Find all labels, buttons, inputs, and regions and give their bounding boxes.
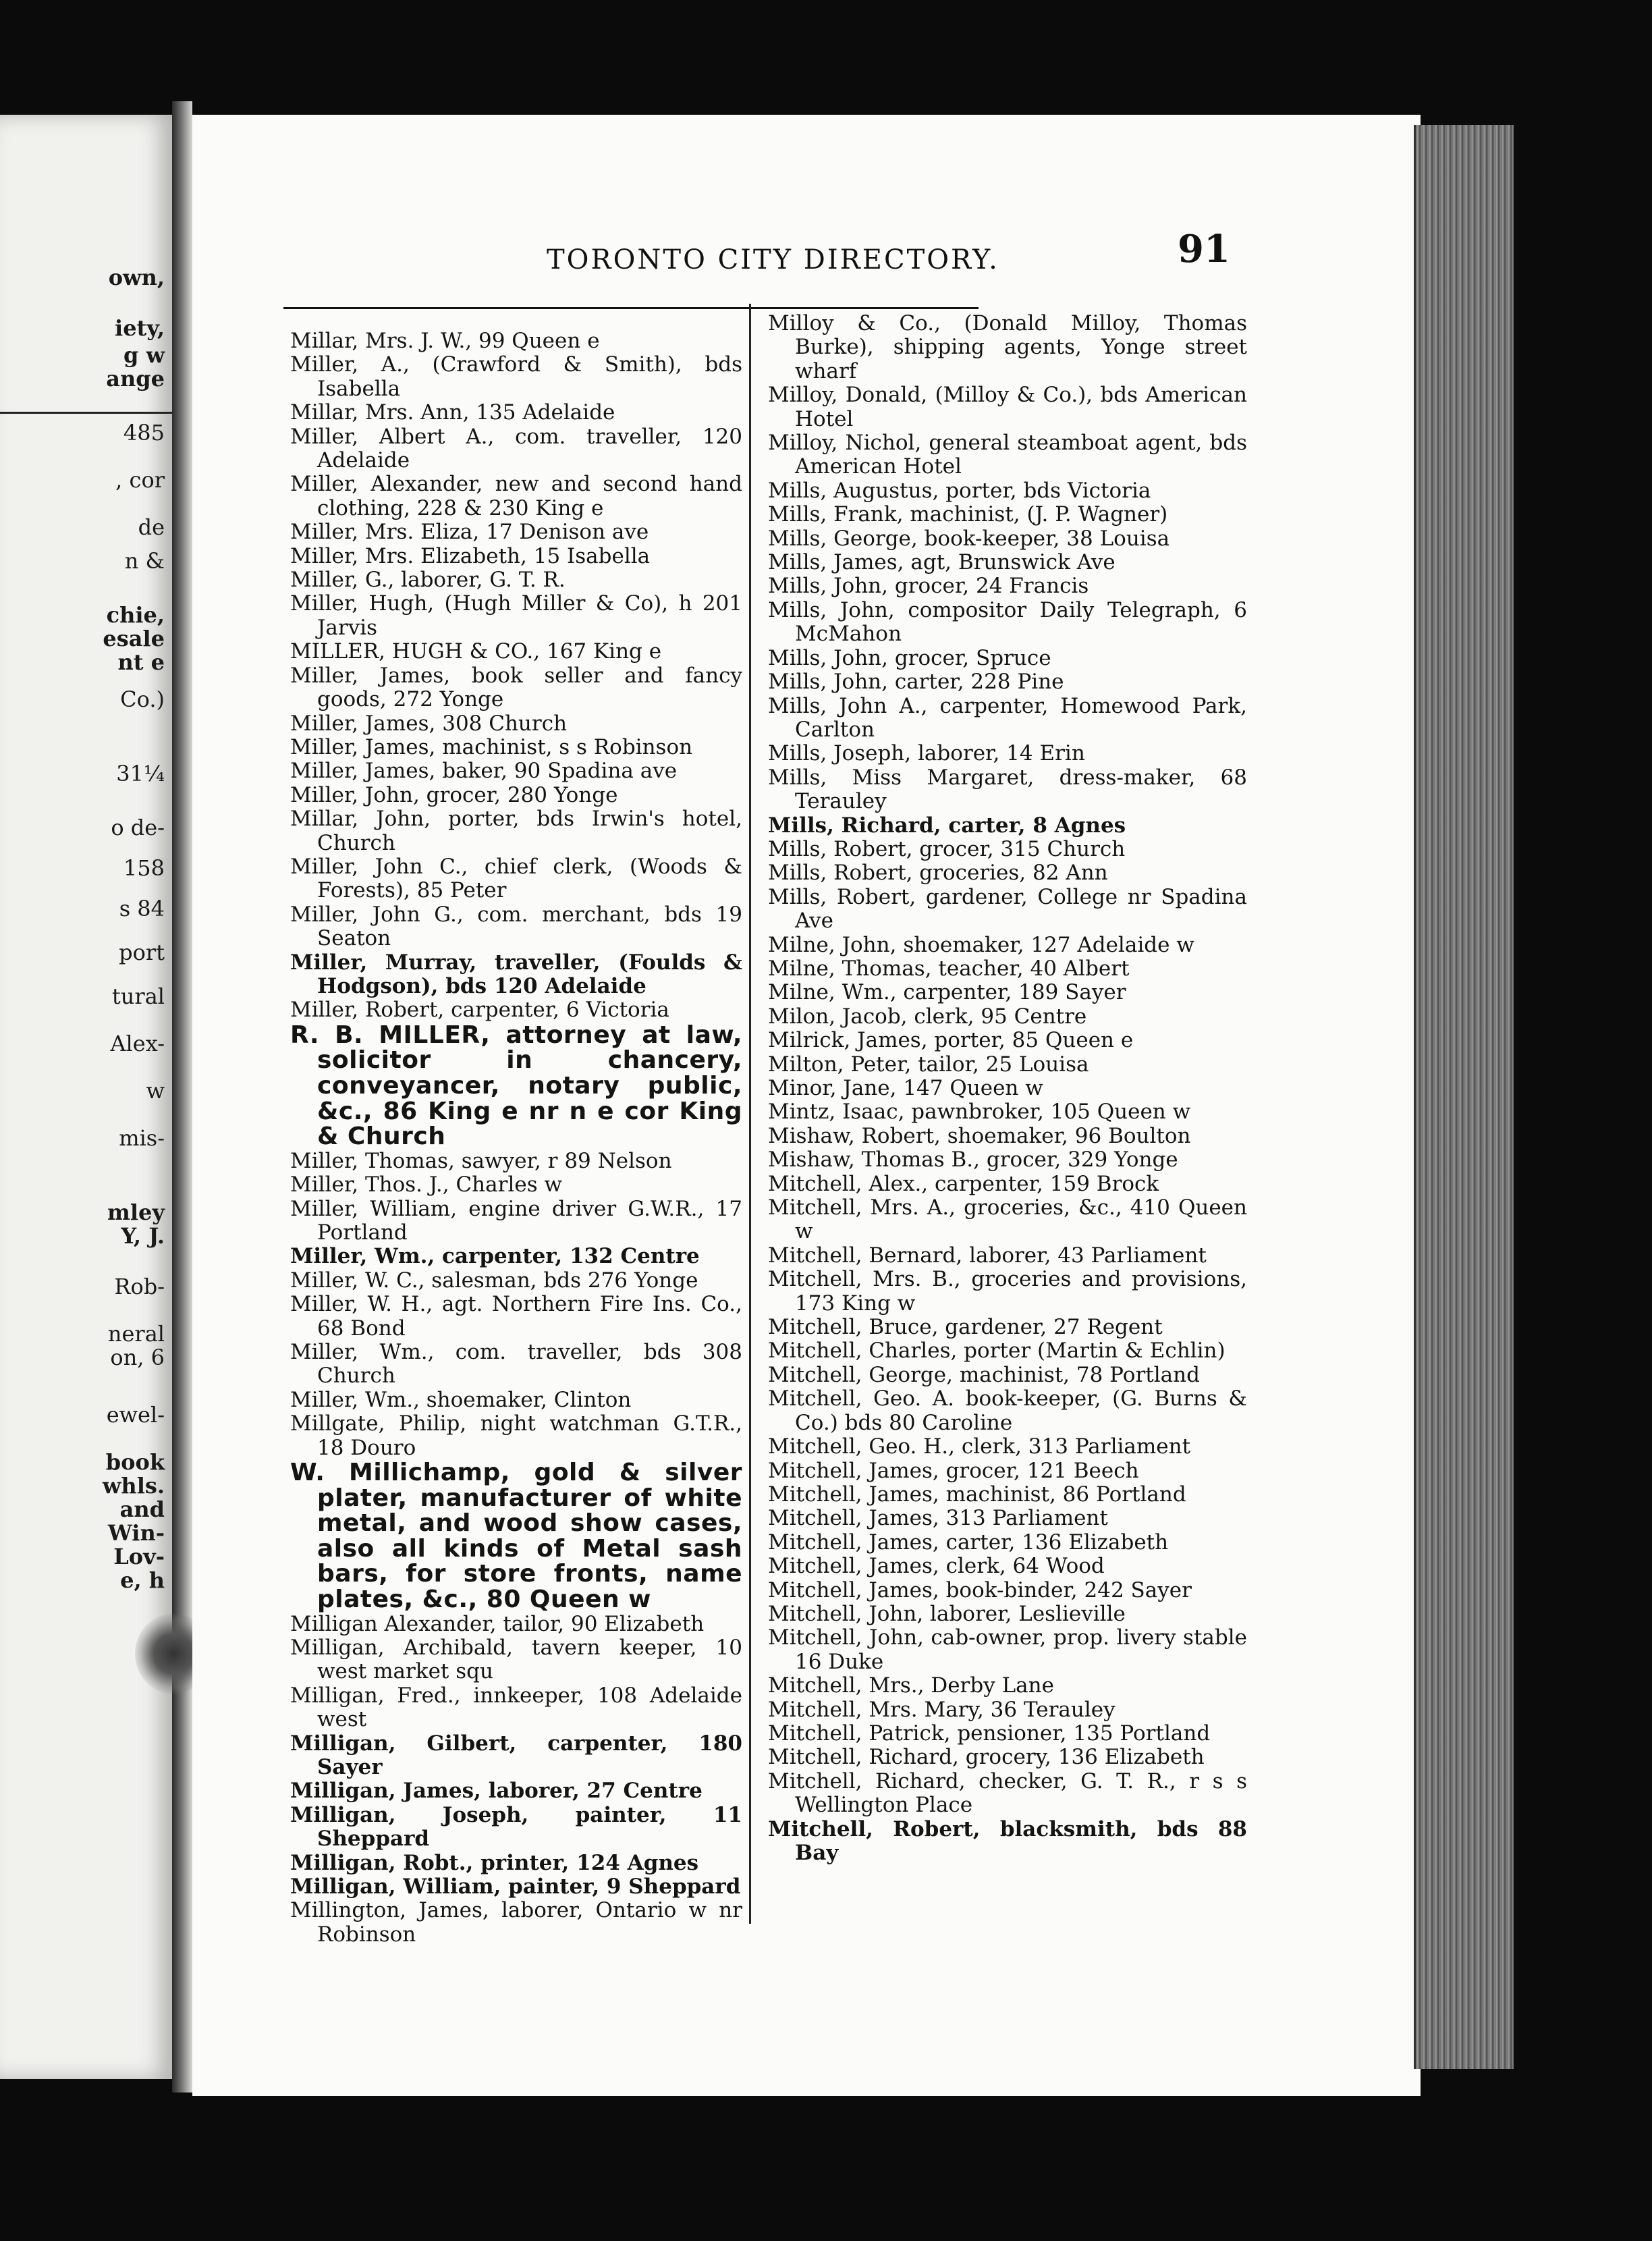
directory-entry: Mitchell, Mrs. B., groceries and provisions, 173 King w xyxy=(768,1267,1247,1316)
directory-entry: Mills, John A., carpenter, Homewood Park, Carlton xyxy=(768,693,1247,742)
previous-page-fragment: e, h xyxy=(120,1567,165,1593)
previous-page-fragment: ange xyxy=(106,366,165,392)
previous-page-fragment: mley xyxy=(107,1199,165,1225)
directory-entry: Miller, Wm., carpenter, 132 Centre xyxy=(290,1244,700,1269)
directory-entry: Millar, Mrs. J. W., 99 Queen e xyxy=(290,329,600,353)
directory-entry: Miller, James, baker, 90 Spadina ave xyxy=(290,759,678,784)
directory-entry: Miller, James, book seller and fancy goods, 272 Yonge xyxy=(290,663,742,712)
directory-entry: Milne, Thomas, teacher, 40 Albert xyxy=(768,956,1130,981)
directory-entry: Mishaw, Thomas B., grocer, 329 Yonge xyxy=(768,1148,1178,1172)
directory-entry: Millgate, Philip, night watchman G.T.R., 18 Douro xyxy=(290,1411,742,1460)
directory-entry: Mills, James, agt, Brunswick Ave xyxy=(768,550,1116,575)
directory-entry: Mitchell, Mrs. Mary, 36 Terauley xyxy=(768,1697,1116,1722)
directory-entry: Milligan, Robt., printer, 124 Agnes xyxy=(290,1850,699,1875)
directory-entry: Milligan, Archibald, tavern keeper, 10 west market squ xyxy=(290,1636,742,1684)
directory-entry: Mitchell, Bernard, laborer, 43 Parliament xyxy=(768,1243,1207,1268)
previous-page-fragment: Alex- xyxy=(110,1031,165,1056)
previous-page-fragment: nt e xyxy=(117,649,165,675)
previous-page-fragment: esale xyxy=(103,626,165,651)
directory-entry: Miller, William, engine driver G.W.R., 17 Portland xyxy=(290,1196,742,1245)
previous-page-fragment: Y, J. xyxy=(121,1223,165,1249)
previous-page-fragment: o de- xyxy=(111,815,165,840)
directory-entry: Milne, John, shoemaker, 127 Adelaide w xyxy=(768,932,1194,957)
directory-entry: W. Millichamp, gold & silver plater, manufacturer of white metal, and wood show cases, also all kinds of Metal sash bars, for store fronts, name plates, &c., 80 Queen w xyxy=(290,1459,742,1613)
directory-entry: Mitchell, Robert, blacksmith, bds 88 Bay xyxy=(768,1816,1247,1865)
previous-page-fragment: n & xyxy=(124,548,165,574)
directory-entry: Milligan, James, laborer, 27 Centre xyxy=(290,1779,703,1804)
directory-entry: Milligan, Fred., innkeeper, 108 Adelaide west xyxy=(290,1683,742,1732)
previous-page-fragment: Co.) xyxy=(120,686,165,712)
directory-entry: Milligan, William, painter, 9 Sheppard xyxy=(290,1874,741,1899)
directory-entry: Mitchell, Richard, grocery, 136 Elizabeth xyxy=(768,1745,1205,1770)
directory-entry: Miller, Mrs. Eliza, 17 Denison ave xyxy=(290,520,649,545)
previous-page-fragment: , cor xyxy=(115,467,165,493)
directory-entry: Miller, John C., chief clerk, (Woods & Forests), 85 Peter xyxy=(290,854,742,903)
previous-page-fragment: own, xyxy=(108,265,165,290)
book-gutter xyxy=(172,101,192,2092)
directory-entry: Miller, Hugh, (Hugh Miller & Co), h 201 Jarvis xyxy=(290,591,742,640)
directory-entry: Mills, Augustus, porter, bds Victoria xyxy=(768,478,1151,503)
previous-page-fragment: mis- xyxy=(119,1125,165,1151)
directory-entry: Mitchell, Mrs. A., groceries, &c., 410 Queen w xyxy=(768,1195,1247,1244)
directory-entry: Miller, Thomas, sawyer, r 89 Nelson xyxy=(290,1148,672,1173)
directory-entry: Millar, John, porter, bds Irwin's hotel, Church xyxy=(290,807,742,855)
directory-entry: Mitchell, James, carter, 136 Elizabeth xyxy=(768,1530,1169,1555)
directory-entry: Miller, W. C., salesman, bds 276 Yonge xyxy=(290,1268,698,1293)
previous-page-fragment: neral xyxy=(107,1321,165,1347)
directory-entry: Miller, John G., com. merchant, bds 19 Seaton xyxy=(290,902,742,951)
directory-entry: Mitchell, James, book-binder, 242 Sayer xyxy=(768,1577,1192,1602)
directory-entry: Mitchell, Mrs., Derby Lane xyxy=(768,1673,1054,1698)
previous-page-fragment: chie, xyxy=(106,602,165,628)
right-column xyxy=(768,312,1247,1865)
directory-entry: Mitchell, Bruce, gardener, 27 Regent xyxy=(768,1315,1163,1340)
previous-page-fragment: Win- xyxy=(107,1520,165,1546)
directory-entry: Mitchell, Patrick, pensioner, 135 Portland xyxy=(768,1721,1211,1746)
directory-entry: Miller, Robert, carpenter, 6 Victoria xyxy=(290,998,669,1023)
directory-entry: Mills, Richard, carter, 8 Agnes xyxy=(768,813,1126,838)
directory-entry: Miller, G., laborer, G. T. R. xyxy=(290,568,566,593)
directory-entry: Mills, Robert, groceries, 82 Ann xyxy=(768,861,1108,886)
directory-entry: Mitchell, James, grocer, 121 Beech xyxy=(768,1458,1139,1483)
directory-entry: Mills, George, book-keeper, 38 Louisa xyxy=(768,526,1170,551)
previous-page-fragment: ewel- xyxy=(106,1402,165,1428)
directory-entry: Mitchell, Charles, porter (Martin & Echlin) xyxy=(768,1339,1226,1364)
directory-entry: Millar, Mrs. Ann, 135 Adelaide xyxy=(290,400,615,425)
page-title: TORONTO CITY DIRECTORY. xyxy=(547,244,999,275)
directory-entry: Mills, Miss Margaret, dress-maker, 68 Terauley xyxy=(768,765,1247,814)
previous-page-header-rule xyxy=(0,412,172,414)
previous-page-fragment: g w xyxy=(123,342,165,368)
previous-page-fragment: tural xyxy=(111,983,165,1009)
previous-page-fragment: 31¼ xyxy=(116,761,165,786)
directory-entry: Mitchell, Geo. H., clerk, 313 Parliament xyxy=(768,1434,1191,1459)
directory-entry: Milloy & Co., (Donald Milloy, Thomas Burke), shipping agents, Yonge street wharf xyxy=(768,311,1247,383)
directory-entry: Miller, John, grocer, 280 Yonge xyxy=(290,782,618,807)
directory-entry: Mills, John, carter, 228 Pine xyxy=(768,670,1064,695)
directory-entry: Miller, Thos. J., Charles w xyxy=(290,1172,562,1197)
directory-entry: Mills, John, grocer, 24 Francis xyxy=(768,574,1089,599)
directory-entry: Mitchell, John, laborer, Leslieville xyxy=(768,1601,1126,1626)
previous-page-fragment: 485 xyxy=(123,420,165,446)
directory-entry: Mills, John, compositor Daily Telegraph, 6 McMahon xyxy=(768,597,1247,647)
directory-entry: Mills, John, grocer, Spruce xyxy=(768,645,1051,670)
directory-entry: Mitchell, George, machinist, 78 Portland xyxy=(768,1362,1200,1387)
header-rule xyxy=(283,307,979,309)
previous-page-fragment: de xyxy=(138,514,165,540)
directory-entry: Mitchell, John, cab-owner, prop. livery stable 16 Duke xyxy=(768,1625,1247,1674)
directory-entry: Mills, Frank, machinist, (J. P. Wagner) xyxy=(768,502,1168,527)
directory-entry: Mitchell, Richard, checker, G. T. R., r s s Wellington Place xyxy=(768,1769,1247,1818)
directory-entry: Mishaw, Robert, shoemaker, 96 Boulton xyxy=(768,1123,1191,1148)
directory-entry: Milloy, Donald, (Milloy & Co.), bds American Hotel xyxy=(768,383,1247,431)
directory-entry: Miller, Mrs. Elizabeth, 15 Isabella xyxy=(290,543,651,568)
directory-entry: Miller, W. H., agt. Northern Fire Ins. Co., 68 Bond xyxy=(290,1292,742,1341)
directory-entry: Milligan Alexander, tailor, 90 Elizabeth xyxy=(290,1611,705,1636)
directory-entry: Miller, James, machinist, s s Robinson xyxy=(290,734,693,759)
directory-entry: Minor, Jane, 147 Queen w xyxy=(768,1076,1043,1100)
directory-entry: R. B. MILLER, attorney at law, solicitor in chancery, conveyancer, notary public, &c., 86 King e nr n e cor King & Church xyxy=(290,1021,742,1151)
directory-entry: MILLER, HUGH & CO., 167 King e xyxy=(290,639,662,664)
directory-entry: Miller, A., (Crawford & Smith), bds Isabella xyxy=(290,352,742,401)
directory-entry: Mitchell, James, 313 Parliament xyxy=(768,1506,1108,1531)
page-number: 91 xyxy=(1178,227,1230,271)
directory-entry: Miller, Wm., shoemaker, Clinton xyxy=(290,1387,632,1412)
directory-entry: Mitchell, Geo. A. book-keeper, (G. Burns & Co.) bds 80 Caroline xyxy=(768,1386,1247,1435)
directory-entry: Mitchell, Alex., carpenter, 159 Brock xyxy=(768,1171,1159,1196)
directory-entry: Mintz, Isaac, pawnbroker, 105 Queen w xyxy=(768,1100,1191,1125)
previous-page-fragment: whls. xyxy=(102,1473,165,1498)
directory-entry: Milton, Peter, tailor, 25 Louisa xyxy=(768,1052,1089,1077)
previous-page-fragment: iety, xyxy=(115,315,165,341)
directory-entry: Miller, Murray, traveller, (Foulds & Hodgson), bds 120 Adelaide xyxy=(290,950,742,998)
previous-page-fragment: Rob- xyxy=(114,1274,165,1299)
page-fore-edge xyxy=(1414,125,1514,2069)
directory-entry: Millington, James, laborer, Ontario w nr Robinson xyxy=(290,1898,742,1947)
directory-entry: Mitchell, James, machinist, 86 Portland xyxy=(768,1482,1186,1507)
directory-entry: Milne, Wm., carpenter, 189 Sayer xyxy=(768,980,1126,1005)
directory-entry: Mills, Robert, grocer, 315 Church xyxy=(768,836,1126,861)
left-column xyxy=(290,329,742,1947)
directory-entry: Milloy, Nichol, general steamboat agent, bds American Hotel xyxy=(768,431,1247,479)
previous-page-fragment: book xyxy=(105,1449,165,1475)
directory-entry: Milligan, Joseph, painter, 11 Sheppard xyxy=(290,1802,742,1852)
directory-entry: Milrick, James, porter, 85 Queen e xyxy=(768,1028,1134,1053)
previous-page xyxy=(0,115,175,2079)
previous-page-fragment: and xyxy=(119,1496,165,1522)
directory-entry: Mills, Joseph, laborer, 14 Erin xyxy=(768,741,1085,766)
directory-entry: Mills, Robert, gardener, College nr Spadina Ave xyxy=(768,884,1247,934)
directory-entry: Milon, Jacob, clerk, 95 Centre xyxy=(768,1004,1087,1029)
previous-page-fragment: Lov- xyxy=(113,1544,165,1569)
directory-entry: Miller, James, 308 Church xyxy=(290,711,568,736)
previous-page-fragment: port xyxy=(119,940,165,965)
directory-entry: Mitchell, James, clerk, 64 Wood xyxy=(768,1554,1105,1579)
column-divider xyxy=(749,304,751,1924)
previous-page-fragment: w xyxy=(146,1078,165,1104)
previous-page-fragment: on, 6 xyxy=(110,1345,165,1370)
directory-entry: Miller, Albert A., com. traveller, 120 Adelaide xyxy=(290,424,742,473)
previous-page-fragment: 158 xyxy=(123,855,165,881)
previous-page-fragment: s 84 xyxy=(119,896,165,921)
directory-entry: Miller, Wm., com. traveller, bds 308 Church xyxy=(290,1340,742,1388)
directory-entry: Milligan, Gilbert, carpenter, 180 Sayer xyxy=(290,1731,742,1780)
directory-entry: Miller, Alexander, new and second hand clothing, 228 & 230 King e xyxy=(290,472,742,520)
